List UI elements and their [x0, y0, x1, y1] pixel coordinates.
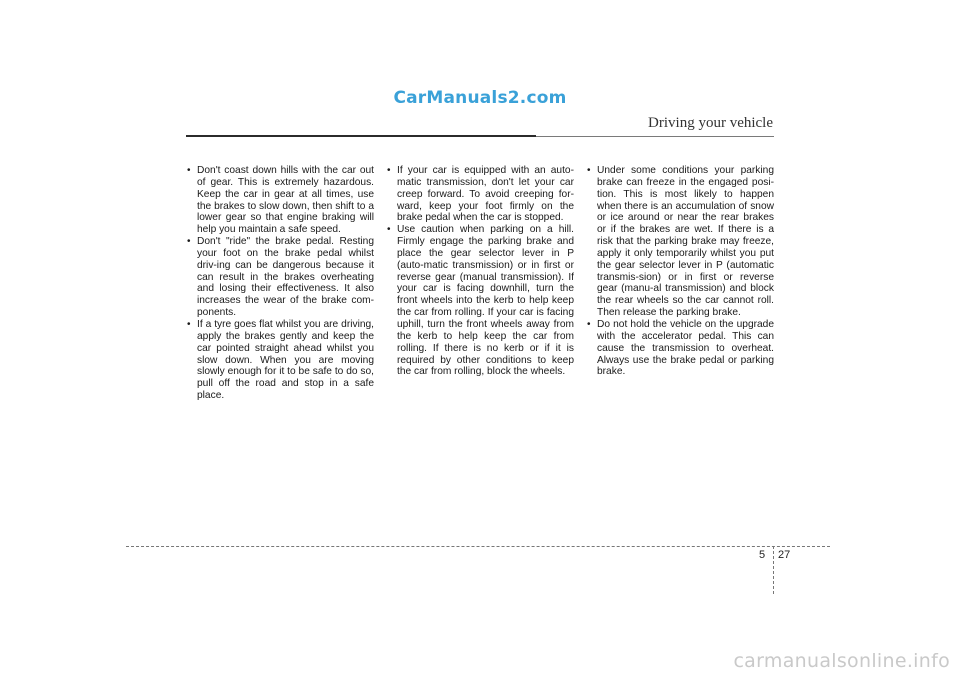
bullet-icon: •: [587, 165, 591, 176]
text-column-2: [386, 165, 574, 378]
footer-page-divider: [773, 546, 774, 594]
bullet-icon: •: [187, 318, 191, 330]
bullet-text: If your car is equipped with an auto-matic transmission, don't let your car creep forward. To avoid creeping for-ward, keep your foot firmly on the brake pedal when the car is stopped.: [397, 165, 574, 224]
bullet-item: [186, 165, 374, 236]
footer-rule: [126, 546, 830, 547]
bullet-icon: •: [387, 165, 391, 176]
page-number: 27: [778, 549, 791, 561]
bullet-item: [386, 165, 574, 224]
bullet-item: [586, 319, 774, 378]
bullet-text: Don't "ride" the brake pedal. Resting your foot on the brake pedal whilst driv-ing can be dangerous because it can result in the brakes overheating and losing their effectiveness. It also increases the wear of the brake com-ponents.: [197, 236, 374, 319]
bullet-icon: •: [387, 224, 391, 236]
watermark-carmanuals2: CarManuals2.com: [393, 88, 567, 108]
bullet-item: [386, 224, 574, 378]
bullet-text: Under some conditions your parking brake can freeze in the engaged posi-tion. This is most likely to happen when there is an accumulation of snow or ice around or near the rear brakes or if the brakes are wet. If there is a risk that the parking brake may freeze, apply it only temporarily whilst you put the gear selector lever in P (automatic transmis-sion) or in first or reverse gear (manu-al transmission) and block the rear wheels so the car cannot roll. Then release the parking brake.: [597, 165, 774, 319]
header-rule: [186, 135, 536, 137]
header-rule-thin: [536, 136, 774, 137]
bullet-item: [186, 319, 374, 402]
text-column-1: [186, 165, 374, 402]
bullet-text: Don't coast down hills with the car out of gear. This is extremely hazardous. Keep the car in gear at all times, use the brakes to slow down, then shift to a lower gear so that engine braking will help you maintain a safe speed.: [197, 165, 374, 236]
bullet-text: Do not hold the vehicle on the upgrade with the accelerator pedal. This can cause the transmission to overheat. Always use the brake pedal or parking brake.: [597, 318, 774, 378]
bullet-icon: •: [187, 236, 191, 248]
bullet-text: If a tyre goes flat whilst you are driving, apply the brakes gently and keep the car pointed straight ahead whilst you slow down. When you are moving slowly enough for it to be safe to do so, pull off the road and stop in a safe place.: [197, 318, 374, 402]
bullet-icon: •: [187, 165, 191, 176]
chapter-number: 5: [759, 549, 766, 561]
text-column-3: [586, 165, 774, 378]
section-title: Driving your vehicle: [648, 115, 773, 131]
bullet-text: Use caution when parking on a hill. Firmly engage the parking brake and place the gear selector lever in P (auto-matic transmission) or in first or reverse gear (manual transmission). If your car is facing downhill, turn the front wheels into the kerb to help keep the car from rolling. If your car is facing uphill, turn the front wheels away from the kerb to help keep the car from rolling. If there is no kerb or if it is required by other conditions to keep the car from rolling, block the wheels.: [397, 224, 574, 378]
watermark-carmanualsonline: carmanualsonline.info: [733, 650, 950, 672]
bullet-item: [186, 236, 374, 319]
bullet-icon: •: [587, 318, 591, 330]
bullet-item: [586, 165, 774, 319]
